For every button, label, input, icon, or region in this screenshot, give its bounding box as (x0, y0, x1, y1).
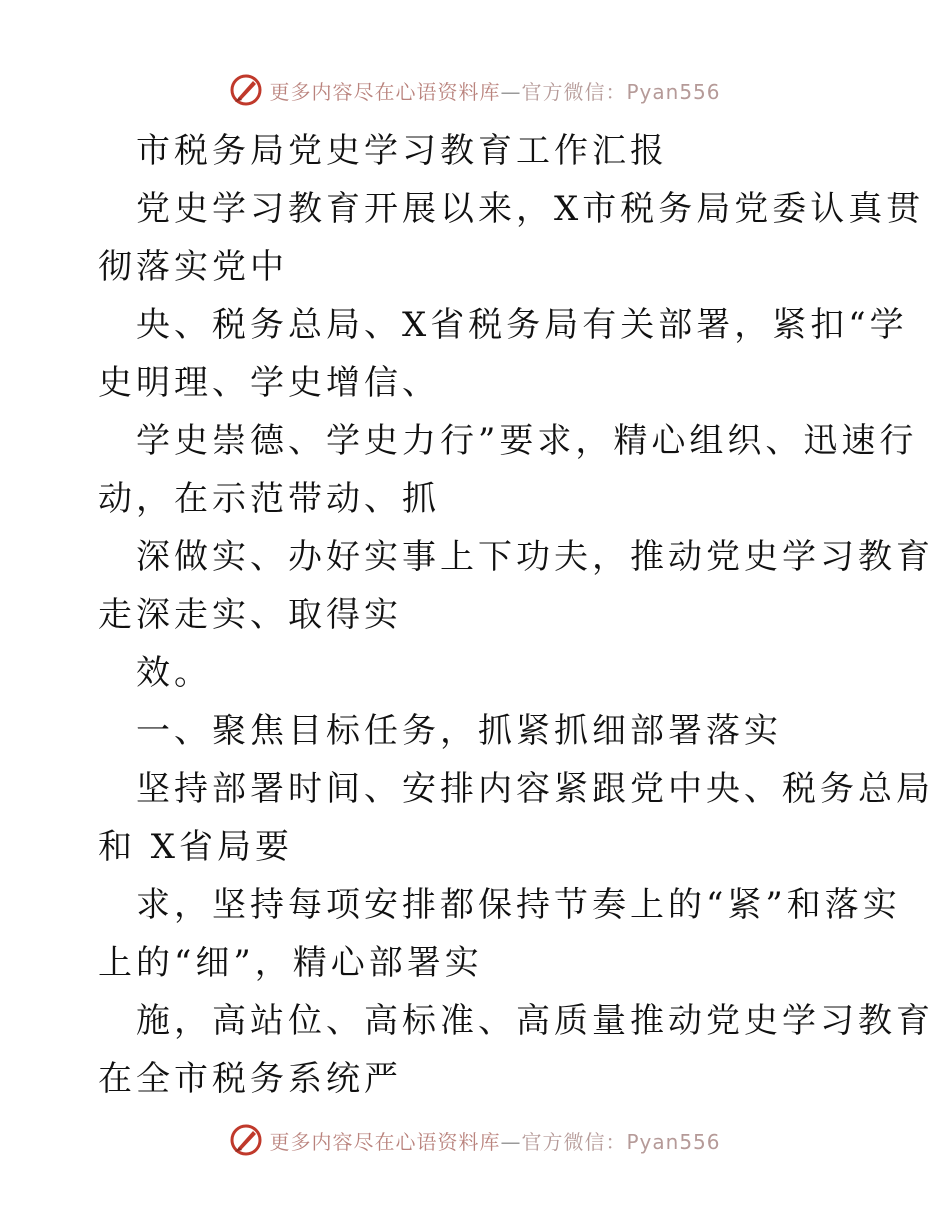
document-line: 在全市税务系统严 (98, 1059, 402, 1099)
document-line: 动，在示范带动、抓 (98, 479, 440, 519)
document-line: 坚持部署时间、安排内容紧跟党中央、税务总局 (136, 769, 934, 809)
watermark-separator: — (500, 79, 522, 104)
document-body (98, 122, 934, 1108)
watermark-text (269, 1126, 720, 1155)
watermark-contact-id: Pyan556 (626, 1129, 721, 1154)
document-line: 走深走实、取得实 (98, 595, 402, 635)
watermark-main-text: 更多内容尽在心语资料库 (269, 1129, 501, 1154)
document-line: 市税务局党史学习教育工作汇报 (136, 131, 668, 171)
document-line: 上的“细”，精心部署实 (98, 943, 483, 983)
document-line: 施，高站位、高标准、高质量推动党史学习教育 (136, 1001, 934, 1041)
document-line: 和 X省局要 (98, 827, 294, 867)
watermark-separator: — (500, 1129, 522, 1154)
watermark-contact-label: 官方微信： (521, 79, 627, 104)
document-line: 效。 (136, 653, 212, 693)
watermark-contact-id: Pyan556 (626, 79, 721, 104)
document-line: 学史崇德、学史力行”要求，精心组织、迅速行 (136, 421, 918, 461)
document-line: 一、聚焦目标任务，抓紧抓细部署落实 (136, 711, 782, 751)
watermark-contact-label: 官方微信： (521, 1129, 627, 1154)
watermark-text (269, 76, 720, 105)
document-line: 求，坚持每项安排都保持节奏上的“紧”和落实 (136, 885, 901, 925)
watermark-main-text: 更多内容尽在心语资料库 (269, 79, 501, 104)
document-line: 央、税务总局、X省税务局有关部署，紧扣“学 (136, 305, 908, 345)
quill-pen-logo-icon (229, 1123, 263, 1157)
quill-pen-logo-icon (229, 73, 263, 107)
document-line: 史明理、学史增信、 (98, 363, 440, 403)
document-line: 彻落实党中 (98, 247, 288, 287)
header-watermark-banner (0, 70, 950, 110)
footer-watermark-banner (0, 1120, 950, 1160)
document-line: 深做实、办好实事上下功夫，推动党史学习教育 (136, 537, 934, 577)
document-line: 党史学习教育开展以来，X市税务局党委认真贯 (136, 189, 925, 229)
